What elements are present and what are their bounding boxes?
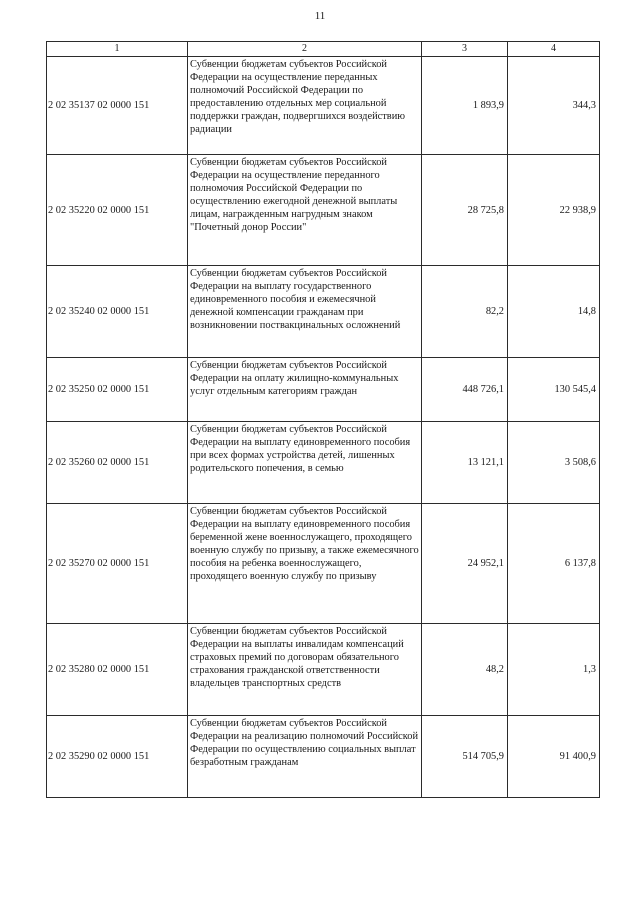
value-col3: 1 893,9 xyxy=(422,57,508,155)
value-col3: 48,2 xyxy=(422,624,508,716)
value-col4: 1,3 xyxy=(508,624,600,716)
budget-code: 2 02 35270 02 0000 151 xyxy=(47,504,188,624)
column-header-4: 4 xyxy=(508,42,600,57)
table-row xyxy=(47,155,600,266)
budget-table xyxy=(46,41,600,798)
table-row xyxy=(47,504,600,624)
value-col4: 130 545,4 xyxy=(508,358,600,422)
table-row xyxy=(47,57,600,155)
budget-code: 2 02 35280 02 0000 151 xyxy=(47,624,188,716)
value-col4: 3 508,6 xyxy=(508,422,600,504)
column-header-1: 1 xyxy=(47,42,188,57)
row-description: Субвенции бюджетам субъектов Российской Федерации на выплату государственного единовременного пособия и ежемесячной денежной компенсации гражданам при возникновении поствакцинальных осложнений xyxy=(188,266,422,358)
budget-code: 2 02 35250 02 0000 151 xyxy=(47,358,188,422)
column-header-3: 3 xyxy=(422,42,508,57)
row-description: Субвенции бюджетам субъектов Российской Федерации на оплату жилищно-коммунальных услуг отдельным категориям граждан xyxy=(188,358,422,422)
row-description: Субвенции бюджетам субъектов Российской Федерации на выплаты инвалидам компенсаций страховых премий по договорам обязательного страхования гражданской ответственности владельцев транспортных средств xyxy=(188,624,422,716)
row-description: Субвенции бюджетам субъектов Российской Федерации на выплату единовременного пособия при всех формах устройства детей, лишенных родительского попечения, в семью xyxy=(188,422,422,504)
row-description: Субвенции бюджетам субъектов Российской Федерации на осуществление переданного полномочия Российской Федерации по осуществлению ежегодной денежной выплаты лицам, награжденным нагрудным знаком "Почетный донор России" xyxy=(188,155,422,266)
table-row xyxy=(47,358,600,422)
budget-code: 2 02 35137 02 0000 151 xyxy=(47,57,188,155)
table-row xyxy=(47,266,600,358)
value-col3: 448 726,1 xyxy=(422,358,508,422)
value-col4: 6 137,8 xyxy=(508,504,600,624)
value-col4: 22 938,9 xyxy=(508,155,600,266)
value-col3: 24 952,1 xyxy=(422,504,508,624)
value-col3: 514 705,9 xyxy=(422,716,508,798)
table-header-row xyxy=(47,42,600,57)
value-col4: 91 400,9 xyxy=(508,716,600,798)
budget-code: 2 02 35220 02 0000 151 xyxy=(47,155,188,266)
table-row xyxy=(47,716,600,798)
value-col3: 28 725,8 xyxy=(422,155,508,266)
table-row xyxy=(47,422,600,504)
value-col3: 82,2 xyxy=(422,266,508,358)
row-description: Субвенции бюджетам субъектов Российской Федерации на выплату единовременного пособия беременной жене военнослужащего, проходящего военную службу по призыву, а также ежемесячного пособия на ребенка военнослужащего, проходящего военную службу по призыву xyxy=(188,504,422,624)
page-number: 11 xyxy=(314,10,326,22)
budget-code: 2 02 35260 02 0000 151 xyxy=(47,422,188,504)
budget-code: 2 02 35290 02 0000 151 xyxy=(47,716,188,798)
table-row xyxy=(47,624,600,716)
value-col4: 14,8 xyxy=(508,266,600,358)
row-description: Субвенции бюджетам субъектов Российской Федерации на реализацию полномочий Российской Федерации по осуществлению социальных выплат безработным гражданам xyxy=(188,716,422,798)
row-description: Субвенции бюджетам субъектов Российской Федерации на осуществление переданных полномочий Российской Федерации по предоставлению отдельных мер социальной поддержки граждан, подвергшихся воздействию радиации xyxy=(188,57,422,155)
budget-code: 2 02 35240 02 0000 151 xyxy=(47,266,188,358)
value-col3: 13 121,1 xyxy=(422,422,508,504)
column-header-2: 2 xyxy=(188,42,422,57)
value-col4: 344,3 xyxy=(508,57,600,155)
